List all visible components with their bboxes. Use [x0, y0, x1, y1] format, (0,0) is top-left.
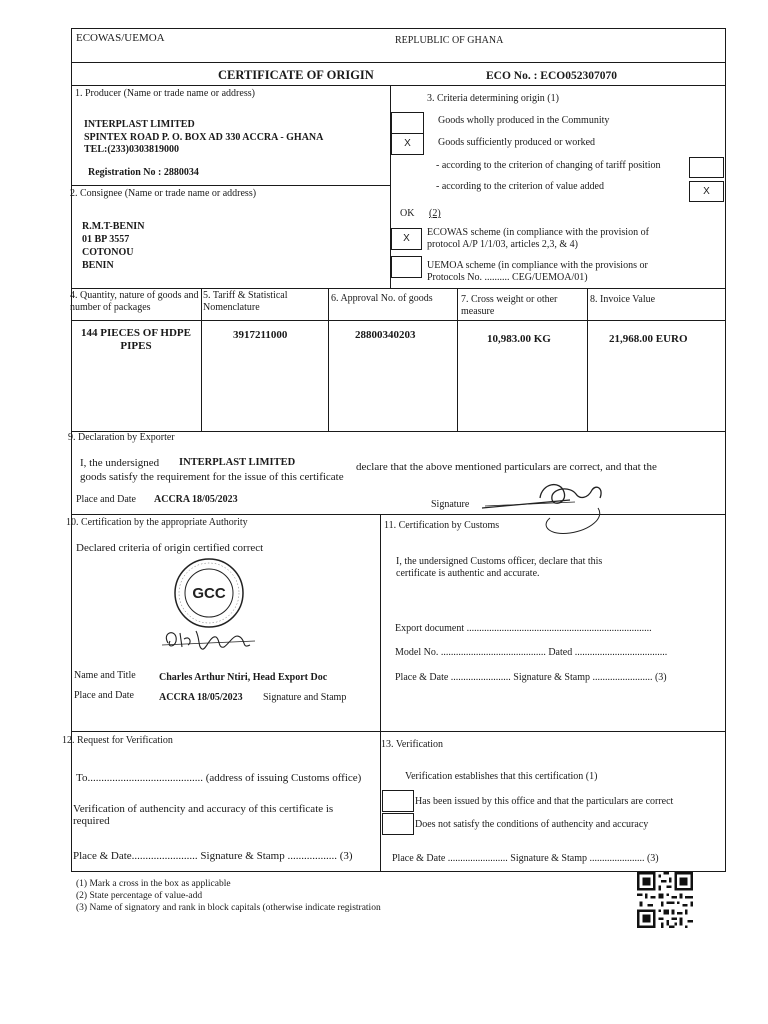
- sufficiently-worked-checkbox[interactable]: X: [391, 133, 424, 155]
- request-text: Verification of authencity and accuracy of this certificate is: [73, 803, 334, 815]
- eco-number: ECO No. : ECO052307070: [486, 70, 617, 82]
- sufficiently-worked-label: Goods sufficiently produced or worked: [438, 137, 596, 148]
- tariff-criterion-checkbox[interactable]: [689, 157, 724, 178]
- verification-place-date: Place & Date ........................ Signature & Stamp ...................... (3): [392, 853, 659, 864]
- note-2-ref: (2): [429, 208, 441, 219]
- declaration-company: INTERPLAST LIMITED: [179, 457, 296, 468]
- request-place-date: Place & Date........................ Signature & Stamp .................. (3): [73, 850, 353, 862]
- goods-description: 144 PIECES OF HDPE PIPES: [81, 327, 191, 352]
- declaration-place-label: Place and Date: [76, 494, 136, 505]
- goods-header-quantity: 4. Quantity, nature of goods and number of packages: [70, 290, 199, 313]
- uemoa-scheme-label: UEMOA scheme (in compliance with the provisions or Protocols No. .......... CEG/UEMOA/01): [427, 260, 648, 283]
- document-title: CERTIFICATE OF ORIGIN: [218, 68, 374, 82]
- header-right: REPLUBLIC OF GHANA: [395, 35, 504, 46]
- ecowas-scheme-label: ECOWAS scheme (in compliance with the provision of protocol A/P 1/1/03, articles 2,3, & 4): [427, 227, 649, 250]
- verification-intro: Verification establishes that this certification (1): [405, 771, 598, 782]
- authority-name-label: Name and Title: [74, 670, 136, 681]
- request-to: To.......................................... (address of issuing Customs office): [76, 772, 362, 784]
- goods-tariff-code: 3917211000: [233, 329, 288, 341]
- ecowas-scheme-checkbox[interactable]: X: [391, 228, 422, 250]
- gcc-stamp: [170, 556, 248, 630]
- customs-heading: 11. Certification by Customs: [384, 520, 500, 531]
- goods-invoice-value: 21,968.00 EURO: [609, 333, 688, 345]
- declaration-place-value: ACCRA 18/05/2023: [154, 494, 238, 505]
- wholly-produced-checkbox[interactable]: [391, 112, 424, 134]
- verification-issued-checkbox[interactable]: [382, 790, 414, 812]
- authority-name-value: Charles Arthur Ntiri, Head Export Doc: [159, 672, 328, 683]
- goods-header-invoice: 8. Invoice Value: [590, 294, 656, 305]
- producer-address: SPINTEX ROAD P. O. BOX AD 330 ACCRA - GHANA: [84, 132, 324, 143]
- declaration-text-2: goods satisfy the requirement for the issue of this certificate: [80, 471, 344, 483]
- authority-declared: Declared criteria of origin certified correct: [76, 542, 264, 554]
- exporter-signature: [480, 478, 630, 538]
- authority-heading: 10. Certification by the appropriate Authority: [66, 517, 248, 528]
- verification-not-satisfy-label: Does not satisfy the conditions of authencity and accuracy: [415, 819, 649, 830]
- wholly-produced-label: Goods wholly produced in the Community: [438, 115, 610, 126]
- customs-export-document: Export document ..........................................................................: [395, 623, 652, 634]
- customs-place-date: Place & Date ........................ Signature & Stamp ........................ (3): [395, 672, 667, 683]
- producer-phone: TEL:(233)0303819000: [84, 144, 179, 155]
- customs-model-no: Model No. .......................................... Dated .....................................: [395, 647, 668, 658]
- authority-signature-stamp: Signature and Stamp: [263, 692, 347, 703]
- authority-signature: [160, 625, 260, 653]
- verification-not-satisfy-checkbox[interactable]: [382, 813, 414, 835]
- consignee-heading: 2. Consignee (Name or trade name or address): [70, 188, 257, 199]
- qr-code: [637, 872, 693, 928]
- verification-issued-label: Has been issued by this office and that the particulars are correct: [415, 796, 674, 807]
- footnote: (3) Name of signatory and rank in block capitals (otherwise indicate registration: [76, 903, 381, 913]
- ok-annotation: OK: [400, 208, 415, 219]
- declaration-prefix: I, the undersigned: [80, 457, 160, 469]
- consignee-line: R.M.T-BENIN: [82, 221, 145, 232]
- declaration-heading: 9. Declaration by Exporter: [68, 432, 175, 443]
- customs-declaration: I, the undersigned Customs officer, declare that this: [396, 556, 603, 567]
- authority-place-label: Place and Date: [74, 690, 134, 701]
- criteria-heading: 3. Criteria determining origin (1): [427, 93, 559, 104]
- declaration-signature-label: Signature: [431, 499, 470, 510]
- goods-header-tariff: 5. Tariff & Statistical Nomenclature: [203, 290, 288, 313]
- verification-heading: 13. Verification: [381, 739, 444, 750]
- footnote: (1) Mark a cross in the box as applicable: [76, 879, 231, 889]
- goods-header-approval: 6. Approval No. of goods: [331, 293, 433, 304]
- request-text-2: required: [73, 815, 110, 827]
- consignee-line: COTONOU: [82, 247, 134, 258]
- producer-name: INTERPLAST LIMITED: [84, 119, 195, 130]
- goods-approval-number: 28800340203: [355, 329, 416, 341]
- customs-declaration-2: certificate is authentic and accurate.: [396, 568, 540, 579]
- stamp-text: GCC: [192, 585, 226, 602]
- consignee-line: BENIN: [82, 260, 114, 271]
- declaration-text: declare that the above mentioned particulars are correct, and that the: [356, 461, 657, 473]
- header-left: ECOWAS/UEMOA: [76, 32, 165, 44]
- footnote: (2) State percentage of value-add: [76, 891, 203, 901]
- goods-header-weight: 7. Cross weight or other measure: [461, 294, 558, 317]
- producer-registration: Registration No : 2880034: [88, 167, 199, 178]
- uemoa-scheme-checkbox[interactable]: [391, 256, 422, 278]
- value-criterion-label: - according to the criterion of value added: [436, 181, 604, 192]
- tariff-criterion-label: - according to the criterion of changing of tariff position: [436, 160, 661, 171]
- authority-place-value: ACCRA 18/05/2023: [159, 692, 243, 703]
- producer-heading: 1. Producer (Name or trade name or address): [75, 88, 255, 99]
- goods-weight: 10,983.00 KG: [487, 333, 551, 345]
- consignee-line: 01 BP 3557: [82, 234, 130, 245]
- request-heading: 12. Request for Verification: [62, 735, 173, 746]
- value-criterion-checkbox[interactable]: X: [689, 181, 724, 202]
